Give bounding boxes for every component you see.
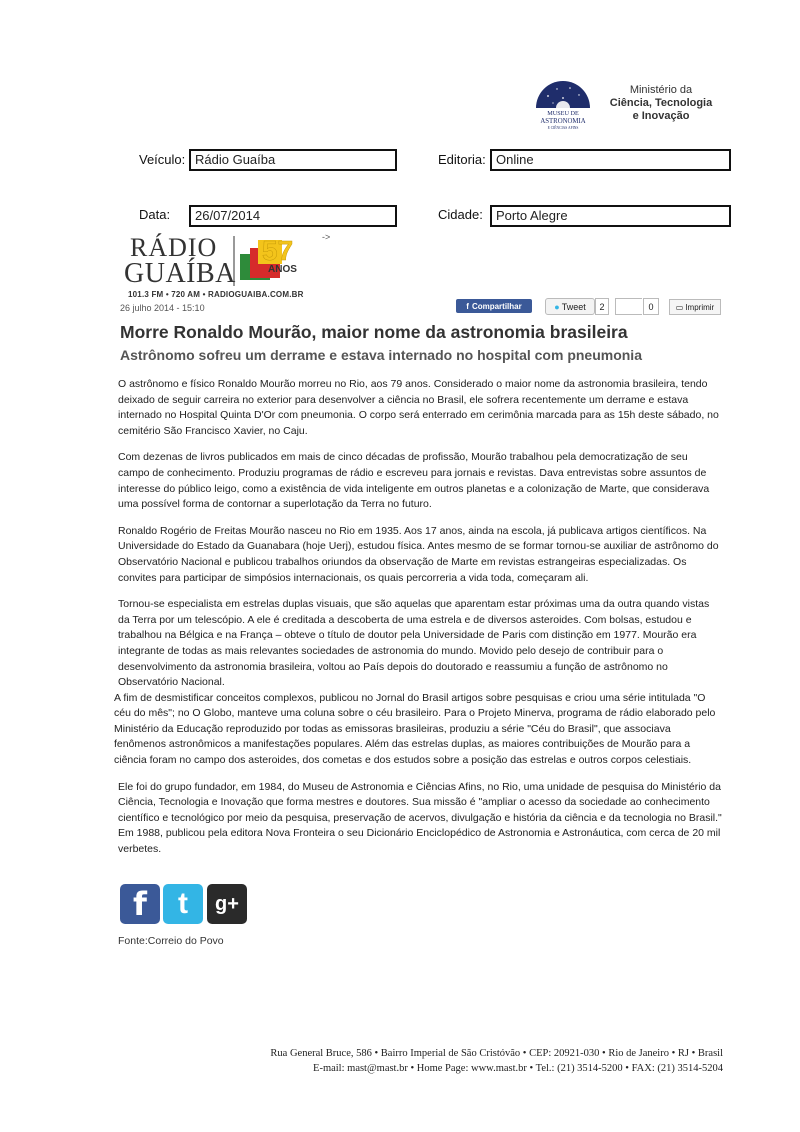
article-paragraph: Ronaldo Rogério de Freitas Mourão nasceu no Rio em 1935. Aos 17 anos, ainda na escola, já publicava artigos científicos. Na Universidade do Estado da Guanabara (hoje Uerj), estudou física. Antes mesmo de se formar tornou-se auxiliar de astrônomo do Observatório Nacional e publicou trabalhos oriundos da observação de Marte em revistas estrangeiras especializadas. Os convites para participar de simpósios internacionais, os quais percorreria a vida toda, começaram ali. — [118, 524, 719, 584]
article-paragraph: Tornou-se especialista em estrelas duplas visuais, que são aquelas que aparentam estar próximas uma da outra quando vistas da Terra por um telescópio. A ele é creditada a descoberta de uma estrela e de diversos asteroides. Com bolsas, estudou e trabalhou na Bélgica e na França – obteve o título de doutor pela Universidade de Paris com distinção em 1977. Mourão era integrante de todas as mais relevantes sociedades de astronomia do mundo. Movido pelo desejo de contribuir para o desenvolvimento da astronomia brasileira, voltou ao País depois do doutorado e reassumiu a função de astrônomo no Observatório Nacional. — [118, 598, 710, 689]
article-paragraph: A fim de desmistificar conceitos complexos, publicou no Jornal do Brasil artigos sobre pesquisas e criou uma série intitulada "O céu do mês"; no O Globo, manteve uma coluna sobre o céu brasileiro. Para o Projeto Minerva, programa de rádio elaborado pelo Ministério da Educação reproduzido por todas as emissoras brasileiras, produziu a série "Céu do Brasil", que associava fenômenos astronômicos a manifestações populares. Além das estrelas duplas, as maiores contribuições de Mourão para a ciência foram no campo dos asteroides, dos cometas e dos estudos sobre a posição das estrelas e outros corpos celestiais. — [114, 691, 716, 767]
ministry-line1: Ministério da — [629, 84, 693, 96]
cidade-label: Cidade: — [438, 207, 483, 222]
ministry-line3: e Inovação — [632, 110, 690, 122]
print-button[interactable] — [669, 299, 721, 315]
twitter-glyph: t — [178, 887, 188, 920]
article-headline: Morre Ronaldo Mourão, maior nome da astronomia brasileira — [120, 322, 628, 342]
google-plus-glyph: g+ — [215, 892, 239, 915]
footer-address — [270, 1046, 723, 1076]
like-count: 0 — [643, 298, 659, 315]
print-label: Imprimir — [685, 302, 715, 312]
footer-line1: Rua General Bruce, 586 • Bairro Imperial de São Cristóvão • CEP: 20921-030 • Rio de Janeiro • RJ • Brasil — [270, 1048, 723, 1059]
radio-guaiba-name-top: RÁDIO — [130, 233, 218, 262]
facebook-share-label: Compartilhar — [471, 301, 522, 311]
article-datetime: 26 julho 2014 - 15:10 — [120, 303, 205, 313]
tweet-count: 2 — [595, 298, 609, 315]
data-label: Data: — [139, 207, 171, 222]
article-paragraph: O astrônomo e físico Ronaldo Mourão morreu no Rio, aos 79 anos. Considerado o maior nome da astronomia brasileira, tendo deixado de seguir carreira no exterior para desenvolver a ciência no Brasil, ele sofrera recentemente um derrame e estava internado no Hospital Quinta D'Or com pneumonia. O corpo será enterrado em cerimônia marcada para as 15h deste sábado, no cemitério São Francisco Xavier, no Caju. — [118, 378, 719, 437]
printer-icon: ▭ — [675, 302, 684, 312]
facebook-share-button[interactable] — [456, 299, 532, 313]
tweet-label: Tweet — [561, 301, 586, 312]
cidade-field[interactable]: Porto Alegre — [490, 205, 731, 227]
mast-logo — [530, 74, 596, 132]
like-button-box[interactable] — [615, 298, 642, 315]
anniversary-word: ANOS — [268, 264, 297, 275]
arrow-mark: -> — [322, 232, 331, 242]
editoria-label: Editoria: — [438, 152, 486, 167]
footer-line2: E-mail: mast@mast.br • Home Page: www.mast.br • Tel.: (21) 3514-5200 • FAX: (21) 3514-5204 — [313, 1063, 723, 1074]
editoria-field[interactable]: Online — [490, 149, 731, 171]
article-paragraph: Com dezenas de livros publicados em mais de cinco décadas de profissão, Mourão trabalhou pela democratização de seu campo de conhecimento. Produziu programas de rádio e escreveu para jornais e revistas. Dava entrevistas sobre assuntos de interesse do público leigo, como a existência de vida inteligente em outros planetas e a colonização de Marte, que considerava uma possível forma de contornar a superlotação da Terra no futuro. — [118, 451, 710, 511]
twitter-icon[interactable] — [163, 884, 203, 924]
article-paragraph: Ele foi do grupo fundador, em 1984, do Museu de Astronomia e Ciências Afins, no Rio, uma unidade de pesquisa do Ministério da Ciência, Tecnologia e Inovação que forma mestres e doutores. Sua missão é "ampliar o acesso da sociedade ao conhecimento científico e tecnológico por meio da pesquisa, preservação de acervos, divulgação e história da ciência e da tecnologia no Brasil." Em 1988, publicou pela editora Nova Fronteira o seu Dicionário Enciclopédico de Astronomia e Astronáutica, com cerca de 20 mil verbetes. — [118, 780, 722, 856]
veiculo-field[interactable]: Rádio Guaíba — [189, 149, 397, 171]
twitter-bird-icon: ● — [554, 301, 560, 312]
article-subhead: Astrônomo sofreu um derrame e estava internado no hospital com pneumonia — [120, 347, 642, 363]
ministry-logo — [606, 84, 716, 123]
tweet-button[interactable] — [545, 298, 595, 315]
radio-guaiba-name-bottom: GUAÍBA — [124, 258, 236, 289]
article-source: Fonte:Correio do Povo — [118, 935, 224, 947]
ministry-line2: Ciência, Tecnologia — [609, 97, 713, 109]
mast-logo-line3: E CIÊNCIAS AFINS — [547, 126, 579, 130]
radio-guaiba-frequencies: 101.3 FM • 720 AM • RADIOGUAIBA.COM.BR — [128, 290, 304, 299]
article-body — [114, 377, 722, 869]
mast-logo-line2: ASTRONOMIA — [540, 118, 586, 125]
google-plus-icon[interactable] — [207, 884, 247, 924]
anniversary-number: 57 — [262, 235, 294, 266]
veiculo-label: Veículo: — [139, 152, 186, 167]
facebook-icon[interactable] — [120, 884, 160, 924]
mast-logo-line1: MUSEU DE — [547, 110, 579, 117]
facebook-glyph: f — [133, 885, 147, 923]
facebook-icon: f — [466, 301, 469, 311]
data-field[interactable]: 26/07/2014 — [189, 205, 397, 227]
